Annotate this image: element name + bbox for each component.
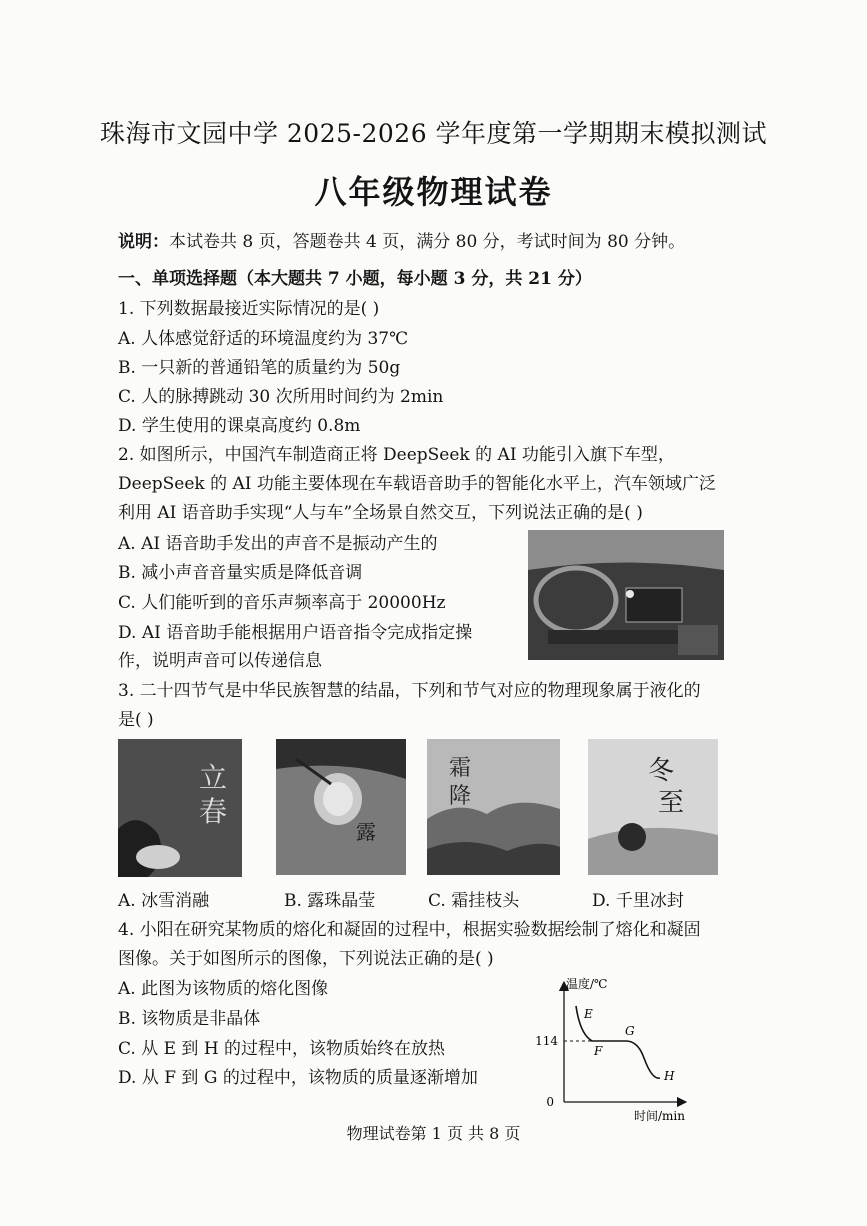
q4-stem-line-1: 4. 小阳在研究某物质的熔化和凝固的过程中，根据实验数据绘制了熔化和凝固: [118, 920, 701, 940]
point-f-label: F: [594, 1044, 603, 1058]
origin-label: 0: [546, 1095, 554, 1109]
q3-stem-line-2: 是( ): [118, 710, 154, 730]
q3-option-d: D. 千里冰封: [592, 891, 684, 911]
q2-option-c: C. 人们能听到的音乐声频率高于 20000Hz: [118, 593, 446, 613]
lichun-photo: [118, 739, 242, 877]
lichun-caption-1: 立: [198, 761, 228, 794]
dongzhi-photo: [588, 739, 718, 875]
point-g-label: G: [625, 1024, 635, 1038]
tick-114: 114: [535, 1034, 558, 1048]
q3-option-b: B. 露珠晶莹: [284, 891, 376, 911]
q2-stem-line-2: DeepSeek 的 AI 功能主要体现在车载语音助手的智能化水平上，汽车领域广泛: [118, 474, 716, 494]
q1-option-b: B. 一只新的普通铅笔的质量约为 50g: [118, 358, 401, 378]
q2-stem-line-1: 2. 如图所示，中国汽车制造商正将 DeepSeek 的 AI 功能引入旗下车型，: [118, 445, 675, 465]
q3-option-c: C. 霜挂枝头: [428, 891, 520, 911]
q4-option-b: B. 该物质是非晶体: [118, 1009, 261, 1029]
frost-caption-1: 霜: [449, 756, 472, 781]
dongzhi-caption-1: 冬: [648, 756, 675, 786]
q4-option-a: A. 此图为该物质的熔化图像: [118, 979, 329, 999]
point-e-label: E: [584, 1007, 593, 1021]
q1-option-d: D. 学生使用的课桌高度约 0.8m: [118, 416, 361, 436]
frost-photo: [427, 739, 560, 875]
car-interior-image: [528, 530, 724, 660]
q3-stem-line-1: 3. 二十四节气是中华民族智慧的结晶，下列和节气对应的物理现象属于液化的: [118, 681, 701, 701]
q1-option-c: C. 人的脉搏跳动 30 次所用时间约为 2min: [118, 387, 444, 407]
car-interior-photo: [528, 530, 724, 660]
dew-caption: 露: [356, 820, 376, 844]
q1-stem: 1. 下列数据最接近实际情况的是( ): [118, 299, 380, 319]
instructions-text: 本试卷共 8 页，答题卷共 4 页，满分 80 分，考试时间为 80 分钟。: [169, 232, 686, 252]
melting-graph: [530, 974, 700, 1124]
dongzhi-caption-2: 至: [658, 788, 685, 818]
q4-stem-line-2: 图像。关于如图所示的图像，下列说法正确的是( ): [118, 949, 494, 969]
school-exam-title: 珠海市文园中学 2025-2026 学年度第一学期期末模拟测试: [99, 119, 768, 148]
dew-photo: [276, 739, 406, 875]
section-heading: 一、单项选择题（本大题共 7 小题，每小题 3 分，共 21 分）: [118, 269, 592, 289]
q1-option-a: A. 人体感觉舒适的环境温度约为 37℃: [118, 329, 409, 349]
q3-option-a: A. 冰雪消融: [118, 891, 210, 911]
q2-stem-line-3: 利用 AI 语音助手实现“人与车”全场景自然交互，下列说法正确的是( ): [118, 503, 643, 523]
q2-option-b: B. 减小声音音量实质是降低音调: [118, 563, 363, 583]
frost-caption-2: 降: [449, 784, 472, 809]
page-footer: 物理试卷第 1 页 共 8 页: [346, 1124, 521, 1143]
point-h-label: H: [664, 1069, 675, 1083]
instructions: [118, 231, 685, 253]
q2-option-a: A. AI 语音助手发出的声音不是振动产生的: [118, 534, 438, 554]
lichun-caption-2: 春: [198, 795, 228, 828]
paper-title: 八年级物理试卷: [314, 173, 553, 211]
instructions-label: 说明：: [118, 232, 169, 252]
y-axis-label: 温度/℃: [566, 977, 608, 991]
q2-option-d-cont: 作，说明声音可以传递信息: [118, 651, 322, 671]
q2-option-d: D. AI 语音助手能根据用户语音指令完成指定操: [118, 623, 473, 643]
x-axis-label: 时间/min: [634, 1109, 685, 1123]
q4-option-d: D. 从 F 到 G 的过程中，该物质的质量逐渐增加: [118, 1068, 478, 1088]
q4-option-c: C. 从 E 到 H 的过程中，该物质始终在放热: [118, 1039, 446, 1059]
